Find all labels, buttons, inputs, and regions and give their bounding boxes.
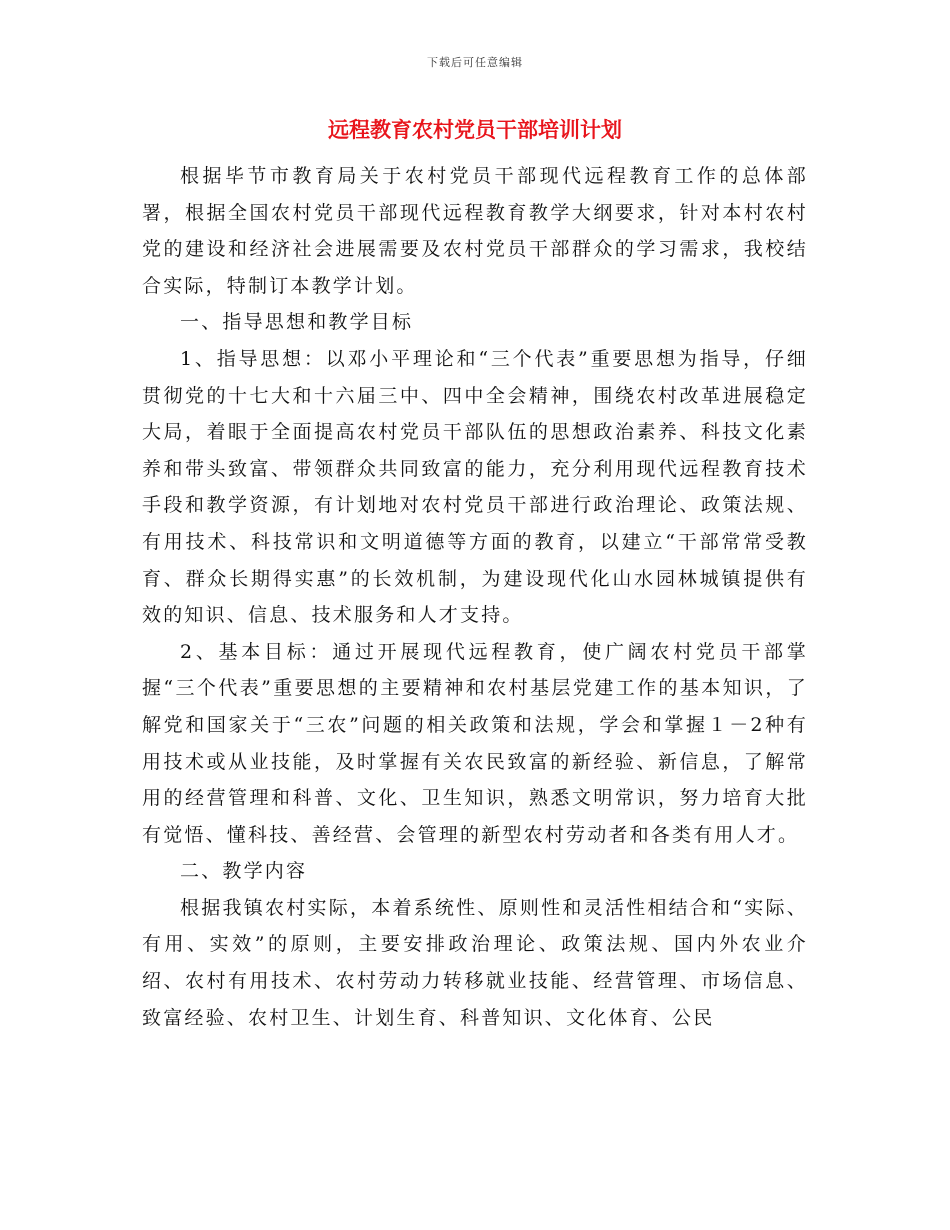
document-body <box>142 158 808 1036</box>
basic-goals-paragraph: 2、基本目标：通过开展现代远程教育，使广阔农村党员干部掌握“三个代表”重要思想的主要精神和农村基层党建工作的基本知识，了解党和国家关于“三农”问题的相关政策和法规，学会和掌握１－2种有用技术或从业技能，及时掌握有关农民致富的新经验、新信息，了解常用的经营管理和科普、文化、卫生知识，熟悉文明常识，努力培育大批有觉悟、懂科技、善经营、会管理的新型农村劳动者和各类有用人才。 <box>142 640 808 846</box>
intro-paragraph: 根据毕节市教育局关于农村党员干部现代远程教育工作的总体部署，根据全国农村党员干部现代远程教育教学大纲要求，针对本村农村党的建设和经济社会进展需要及农村党员干部群众的学习需求，我校结合实际，特制订本教学计划。 <box>142 165 808 297</box>
section-heading-guiding-thought: 一、指导思想和教学目标 <box>180 311 414 334</box>
header-note: 下载后可任意编辑 <box>427 56 523 69</box>
document-title: 远程教育农村党员干部培训计划 <box>328 118 622 142</box>
section-heading-teaching-content: 二、教学内容 <box>180 860 308 883</box>
guiding-thought-paragraph: 1、指导思想：以邓小平理论和“三个代表”重要思想为指导，仔细贯彻党的十七大和十六届三中、四中全会精神，围绕农村改革进展稳定大局，着眼于全面提高农村党员干部队伍的思想政治素养、科技文化素养和带头致富、带领群众共同致富的能力，充分利用现代远程教育技术手段和教学资源，有计划地对农村党员干部进行政治理论、政策法规、有用技术、科技常识和文明道德等方面的教育，以建立“干部常常受教育、群众长期得实惠”的长效机制，为建设现代化山水园林城镇提供有效的知识、信息、技术服务和人才支持。 <box>142 347 808 627</box>
teaching-content-paragraph: 根据我镇农村实际，本着系统性、原则性和灵活性相结合和“实际、有用、实效”的原则，主要安排政治理论、政策法规、国内外农业介绍、农村有用技术、农村劳动力转移就业技能、经营管理、市场信息、致富经验、农村卫生、计划生育、科普知识、文化体育、公民 <box>142 896 808 1029</box>
